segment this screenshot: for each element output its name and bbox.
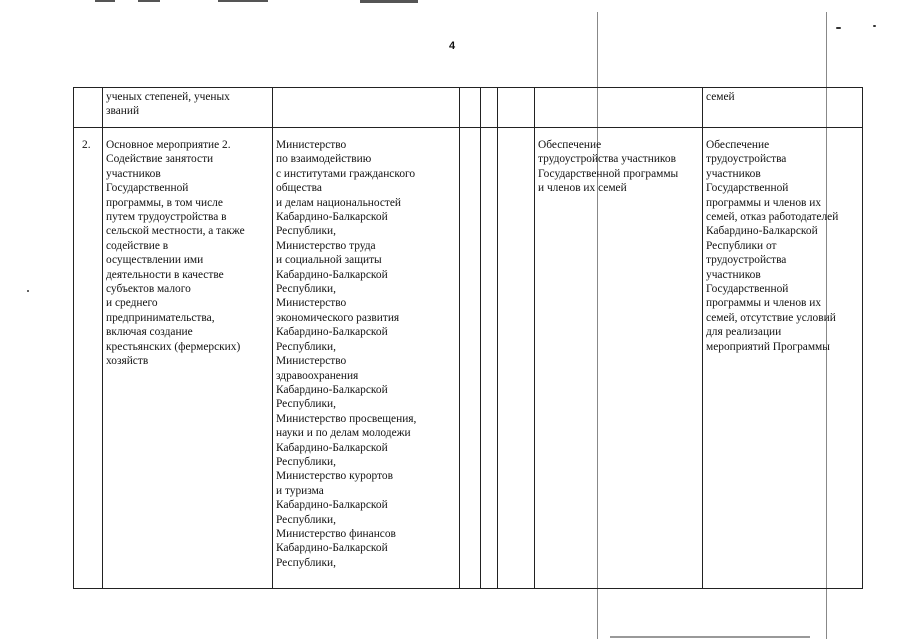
cell-number bbox=[74, 88, 103, 128]
cell-activity-name: Основное мероприятие 2. Содействие занятости участников Государственной программы, в том числе путем трудоустройства в сельской местности, а также содействие в осуществлении ими деятельности в качестве субъектов малого и среднего предпринимательства, включая создание крестьянских (фермерских) хозяйств bbox=[103, 128, 273, 589]
table-row bbox=[74, 128, 863, 589]
scan-artifact-top bbox=[218, 0, 268, 2]
cell-expected-result: Обеспечение трудоустройства участников Государственной программы и членов их семей bbox=[535, 128, 703, 589]
cell-period-end bbox=[481, 88, 498, 128]
scan-artifact-top bbox=[95, 0, 115, 2]
scan-artifact-top bbox=[360, 0, 418, 3]
scan-speck bbox=[836, 27, 841, 29]
cell-period-start bbox=[460, 88, 481, 128]
scan-speck bbox=[27, 290, 29, 292]
table-row bbox=[74, 88, 863, 128]
cell-expected-result bbox=[535, 88, 703, 128]
cell-risks: Обеспечение трудоустройства участников Государственной программы и членов их семей, отказ работодателей Кабардино-Балкарской Республики от трудоустройства участников Государственной программы и членов их семей, отсутствие условий для реализации мероприятий Программы bbox=[703, 128, 863, 589]
program-table bbox=[73, 87, 863, 589]
cell-empty bbox=[498, 128, 535, 589]
scan-artifact-bottom bbox=[610, 636, 810, 638]
cell-period-end bbox=[481, 128, 498, 589]
page-number: 4 bbox=[449, 40, 456, 52]
cell-executors: Министерство по взаимодействию с институтами гражданского общества и делам национальностей Кабардино-Балкарской Республики, Министерство труда и социальной защиты Кабардино-Балкарской Республики, Министерство экономического развития Кабардино-Балкарской Республики, Министерство здравоохранения Кабардино-Балкарской Республики, Министерство просвещения, науки и по делам молодежи Кабардино-Балкарской Республики, Министерство курортов и туризма Кабардино-Балкарской Республики, Министерство финансов Кабардино-Балкарской Республики, bbox=[273, 128, 460, 589]
cell-executors bbox=[273, 88, 460, 128]
cell-period-start bbox=[460, 128, 481, 589]
cell-activity-name: ученых степеней, ученых званий bbox=[103, 88, 273, 128]
cell-risks: семей bbox=[703, 88, 863, 128]
cell-number: 2. bbox=[74, 128, 103, 589]
scan-artifact-top bbox=[138, 0, 160, 2]
scan-speck bbox=[873, 25, 876, 27]
cell-empty bbox=[498, 88, 535, 128]
